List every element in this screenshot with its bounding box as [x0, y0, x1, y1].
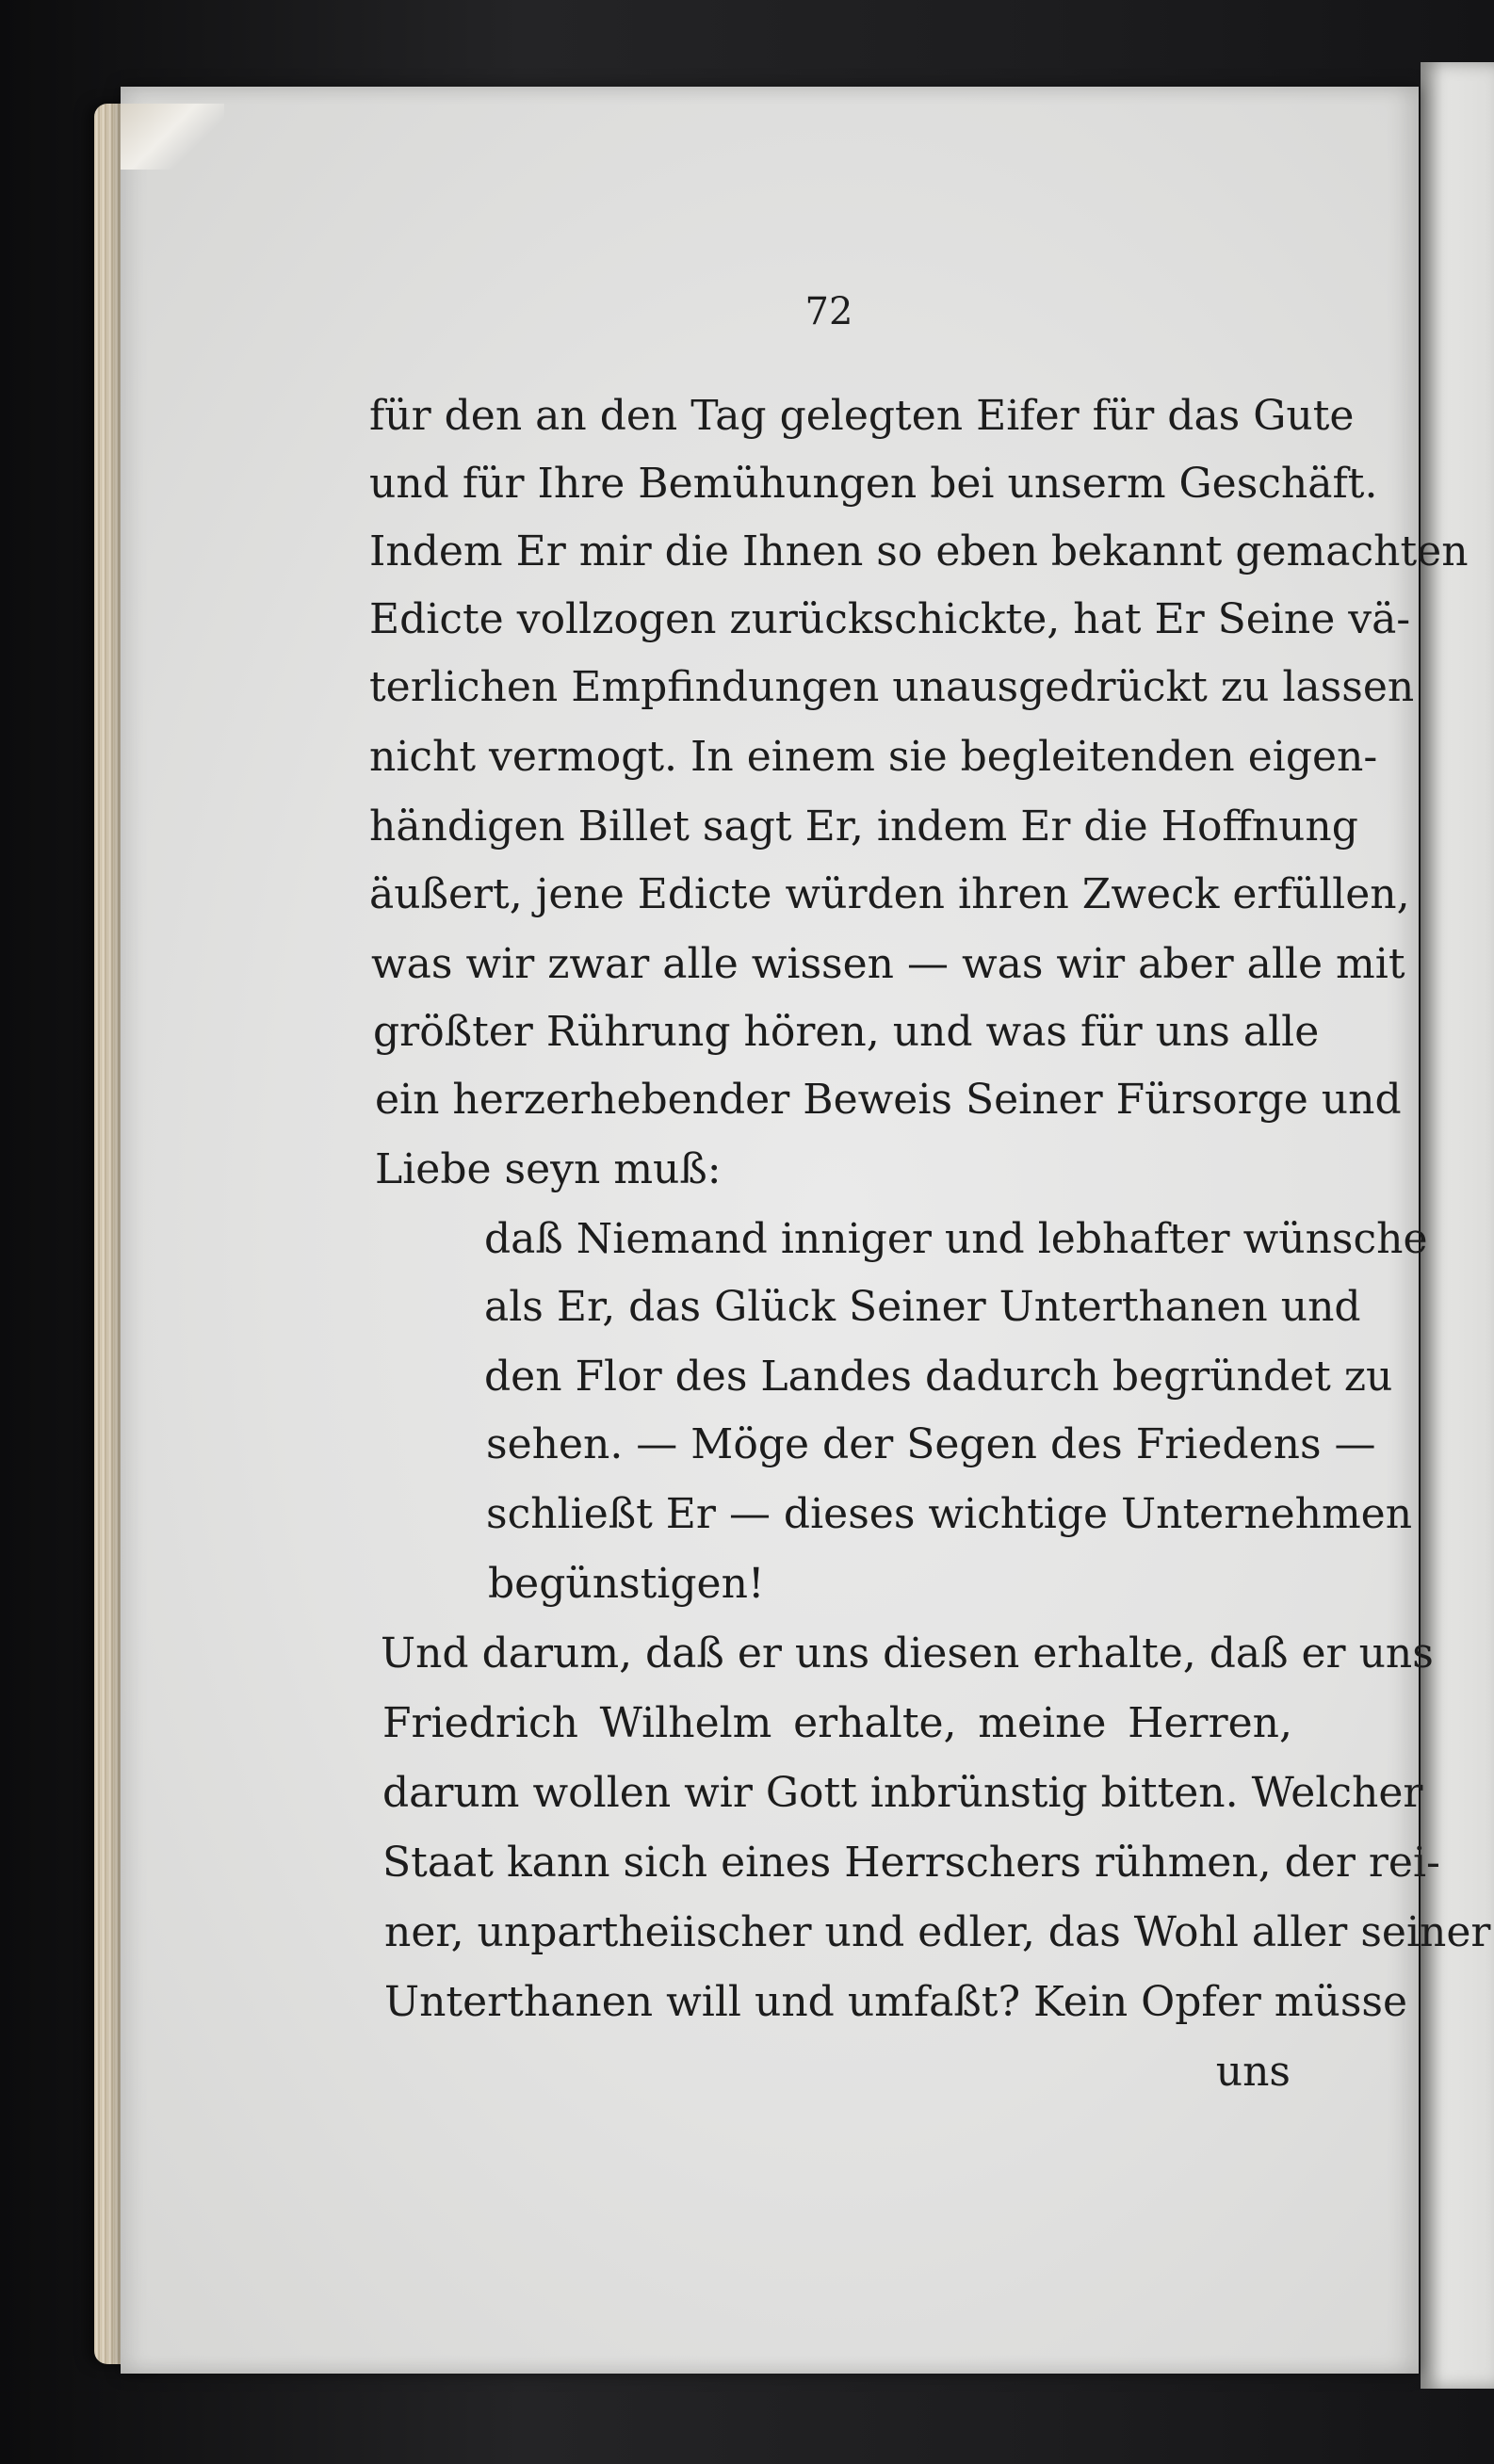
text-line: Friedrich Wilhelm erhalte, meine Herren, — [382, 1699, 1292, 1747]
text-line: Staat kann sich eines Herrschers rühmen, der rei- — [382, 1839, 1440, 1887]
text-line: händigen Billet sagt Er, indem Er die Hoffnung — [369, 802, 1358, 851]
catchword: uns — [1215, 2048, 1291, 2096]
text-line: und für Ihre Bemühungen bei unserm Geschäft. — [369, 460, 1378, 508]
text-line: darum wollen wir Gott inbrünstig bitten. Welcher — [382, 1769, 1423, 1817]
text-line: ner, unpartheiischer und edler, das Wohl aller seiner — [384, 1908, 1491, 1956]
text-line: Unterthanen will und umfaßt? Kein Opfer müsse — [384, 1978, 1408, 2026]
text-line: Und darum, daß er uns diesen erhalte, daß er uns — [381, 1629, 1434, 1678]
quote-line: begünstigen! — [488, 1560, 765, 1608]
quote-line: den Flor des Landes dadurch begründet zu — [484, 1353, 1393, 1401]
page-number: 72 — [804, 290, 853, 333]
text-line: Edicte vollzogen zurückschickte, hat Er Seine vä- — [369, 595, 1411, 643]
text-line: Indem Er mir die Ihnen so eben bekannt gemachten — [369, 527, 1469, 575]
quote-line: schließt Er — dieses wichtige Unternehmen — [486, 1490, 1413, 1538]
text-line: nicht vermogt. In einem sie begleitenden eigen- — [369, 733, 1378, 781]
quote-line: daß Niemand inniger und lebhafter wünsche — [484, 1215, 1428, 1263]
text-line: größter Rührung hören, und was für uns alle — [373, 1008, 1320, 1056]
quote-line: als Er, das Glück Seiner Unterthanen und — [484, 1283, 1361, 1331]
quote-line: sehen. — Möge der Segen des Friedens — — [486, 1420, 1376, 1468]
text-line: was wir zwar alle wissen — was wir aber alle mit — [371, 940, 1405, 988]
text-line: Liebe seyn muß: — [375, 1145, 722, 1193]
text-line: terlichen Empfindungen unausgedrückt zu lassen — [369, 663, 1415, 711]
text-line: äußert, jene Edicte würden ihren Zweck erfüllen, — [369, 870, 1410, 918]
text-line: für den an den Tag gelegten Eifer für das Gute — [369, 392, 1355, 440]
text-line: ein herzerhebender Beweis Seiner Fürsorge und — [375, 1076, 1402, 1124]
